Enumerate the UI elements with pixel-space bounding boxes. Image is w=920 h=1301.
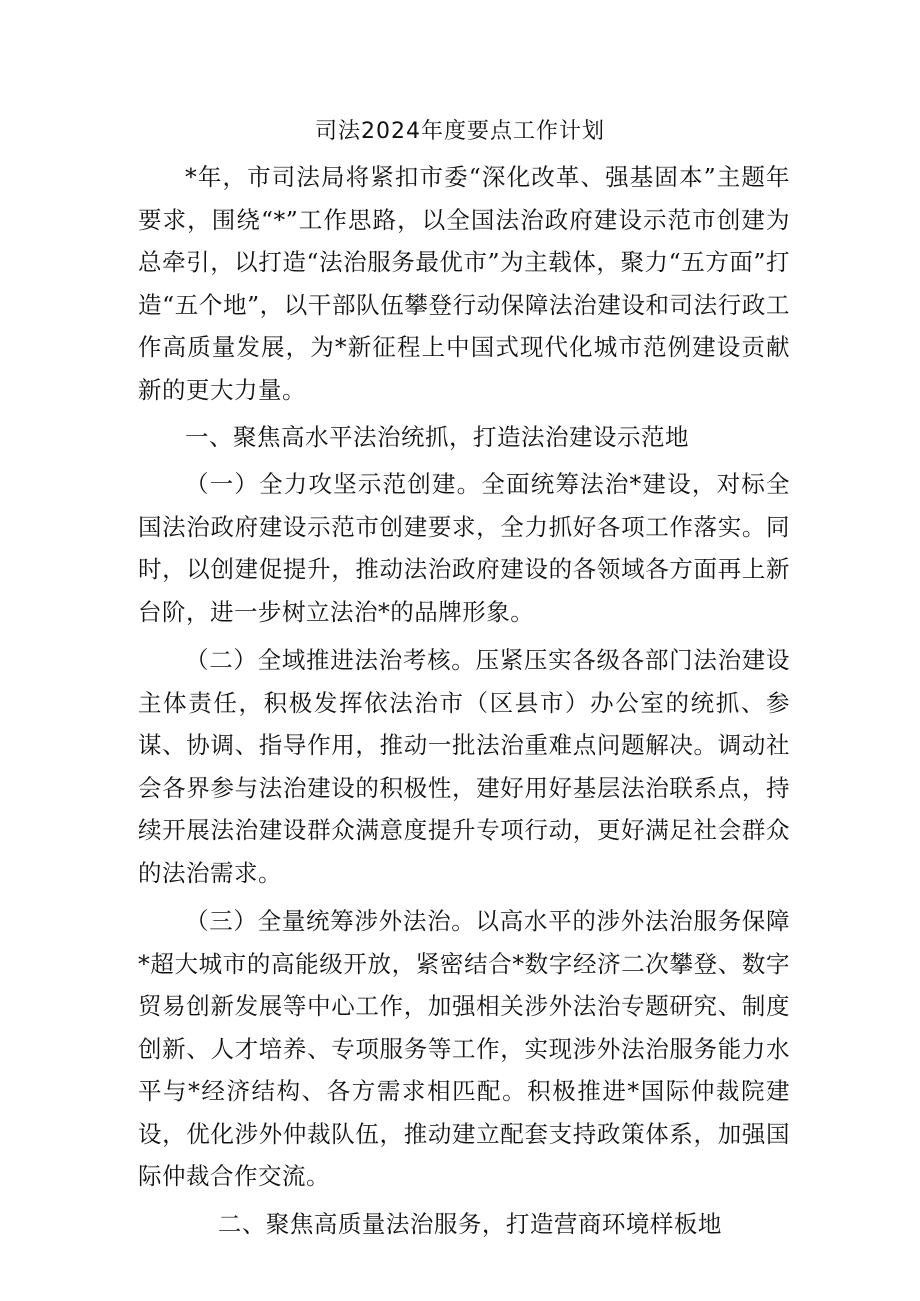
section-1-item-2: （二）全域推进法治考核。压紧压实各级各部门法治建设主体责任，积极发挥依法治市（区县市）办公室的统抓、参谋、协调、指导作用，推动一批法治重难点问题解决。调动社会各界参与法治建设的积极性，建好用好基层法治联系点，持续开展法治建设群众满意度提升专项行动，更好满足社会群众的法治需求。 xyxy=(138,646,790,887)
document-title: 司法2024年度要点工作计划 xyxy=(315,119,605,144)
section-heading-2: 二、聚焦高质量法治服务，打造营商环境样板地 xyxy=(217,1209,722,1238)
section-1-item-1: （一）全力攻坚示范创建。全面统筹法治*建设，对标全国法治政府建设示范市创建要求，全力抓好各项工作落实。同时，以创建促提升，推动法治政府建设的各领域各方面再上新台阶，进一步树立法治*的品牌形象。 xyxy=(138,470,790,626)
intro-paragraph: *年，市司法局将紧扣市委“深化改革、强基固本”主题年要求，围绕“*”工作思路，以全国法治政府建设示范市创建为总牵引，以打造“法治服务最优市”为主载体，聚力“五方面”打造“五个地”，以干部队伍攀登行动保障法治建设和司法行政工作高质量发展，为*新征程上中国式现代化城市范例建设贡献新的更大力量。 xyxy=(138,163,790,404)
section-heading-1: 一、聚焦高水平法治统抓，打造法治建设示范地 xyxy=(185,423,689,451)
document-body xyxy=(138,156,790,1246)
section-1-item-3: （三）全量统筹涉外法治。以高水平的涉外法治服务保障*超大城市的高能级开放，紧密结合*数字经济二次攀登、数字贸易创新发展等中心工作，加强相关涉外法治专题研究、制度创新、人才培养、专项服务等工作，实现涉外法治服务能力水平与*经济结构、各方需求相匹配。积极推进*国际仲裁院建设，优化涉外仲裁队伍，推动建立配套支持政策体系，加强国际仲裁合作交流。 xyxy=(138,907,790,1190)
